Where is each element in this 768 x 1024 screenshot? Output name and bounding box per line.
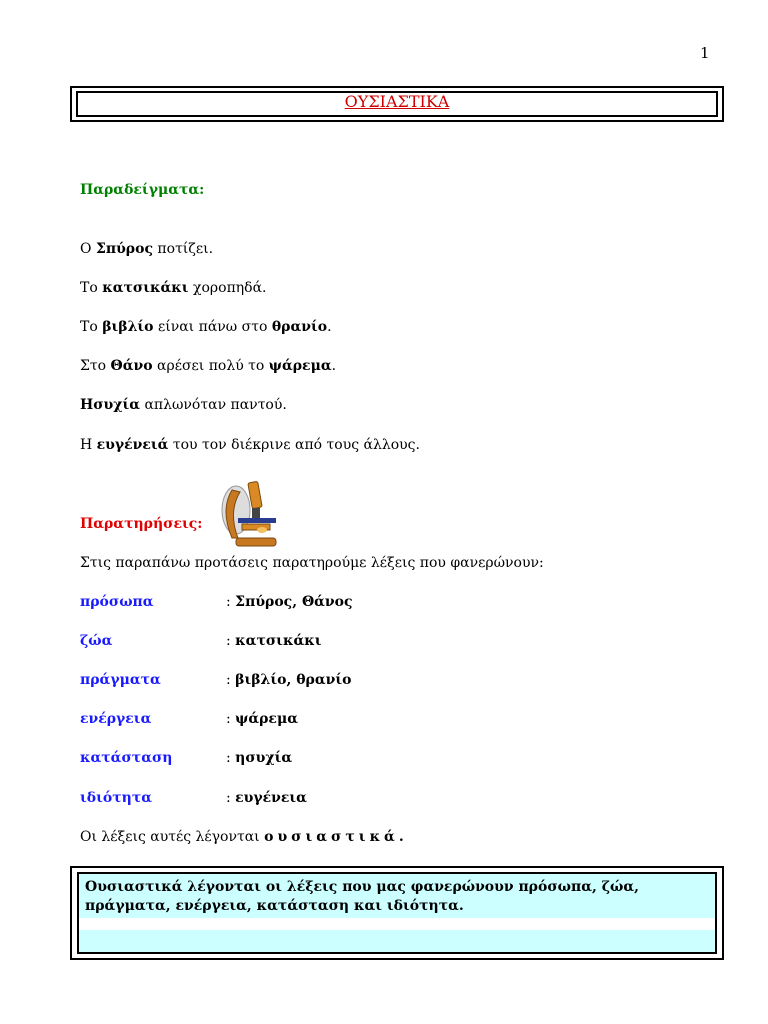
category-label: πρόσωπα — [80, 594, 154, 610]
example-keyword: θρανίο — [271, 319, 328, 335]
category-value: : Σπύρος, Θάνος — [226, 594, 353, 610]
example-keyword: βιβλίο — [102, 319, 154, 335]
category-label: πράγματα — [80, 672, 161, 688]
example-sentence — [80, 280, 267, 296]
page-title: ΟΥΣΙΑΣΤΙΚΑ — [344, 92, 450, 111]
observations-intro: Στις παραπάνω προτάσεις παρατηρούμε λέξεις που φανερώνουν: — [80, 555, 544, 571]
example-text: Στο — [80, 358, 111, 374]
category-value: : βιβλίο, θρανίο — [226, 672, 352, 688]
example-sentence — [80, 319, 332, 335]
conclusion-line — [80, 829, 408, 845]
definition-text: Ουσιαστικά λέγονται οι λέξεις που μας φανερώνουν πρόσωπα, ζώα, πράγματα, ενέργεια, κατάσταση και ιδιότητα. — [85, 879, 640, 914]
conclusion-word: ουσιαστικά. — [264, 829, 408, 845]
example-text: του τον διέκρινε από τους άλλους. — [168, 437, 420, 453]
page-number: 1 — [700, 44, 710, 62]
title-box — [70, 86, 724, 122]
category-value: : ευγένεια — [226, 790, 307, 806]
example-text: είναι πάνω στο — [153, 319, 272, 335]
example-keyword: Ησυχία — [80, 397, 141, 413]
microscope-icon — [214, 480, 282, 550]
category-label: ιδιότητα — [80, 790, 153, 806]
example-keyword: κατσικάκι — [102, 280, 189, 296]
example-text: . — [331, 358, 337, 374]
example-text: αρέσει πολύ το — [152, 358, 269, 374]
example-text: χοροπηδά. — [188, 280, 267, 296]
example-sentence — [80, 437, 420, 453]
example-sentence — [80, 397, 287, 413]
observations-heading: Παρατηρήσεις: — [80, 516, 203, 532]
example-sentence — [80, 358, 336, 374]
example-keyword: Σπύρος — [95, 241, 153, 257]
example-text: ποτίζει. — [152, 241, 214, 257]
example-text: Ο — [80, 241, 96, 257]
category-label: κατάσταση — [80, 750, 173, 766]
definition-divider — [79, 918, 715, 930]
examples-heading: Παραδείγματα: — [80, 182, 205, 198]
example-text: Η — [80, 437, 97, 453]
category-label: ενέργεια — [80, 711, 152, 727]
definition-box — [70, 866, 724, 960]
example-text: Το — [80, 319, 103, 335]
category-value: : ψάρεμα — [226, 711, 298, 727]
example-text: . — [327, 319, 332, 335]
conclusion-prefix: Οι λέξεις αυτές λέγονται — [80, 829, 265, 845]
example-sentence — [80, 241, 213, 257]
category-value: : κατσικάκι — [226, 633, 322, 649]
example-text: Το — [80, 280, 103, 296]
category-label: ζώα — [80, 633, 113, 649]
example-keyword: ευγένειά — [96, 437, 169, 453]
example-keyword: ψάρεμα — [268, 358, 332, 374]
definition-inner-frame — [77, 872, 717, 954]
example-keyword: Θάνο — [110, 358, 153, 374]
category-value: : ησυχία — [226, 750, 293, 766]
example-text: απλωνόταν παντού. — [140, 397, 287, 413]
